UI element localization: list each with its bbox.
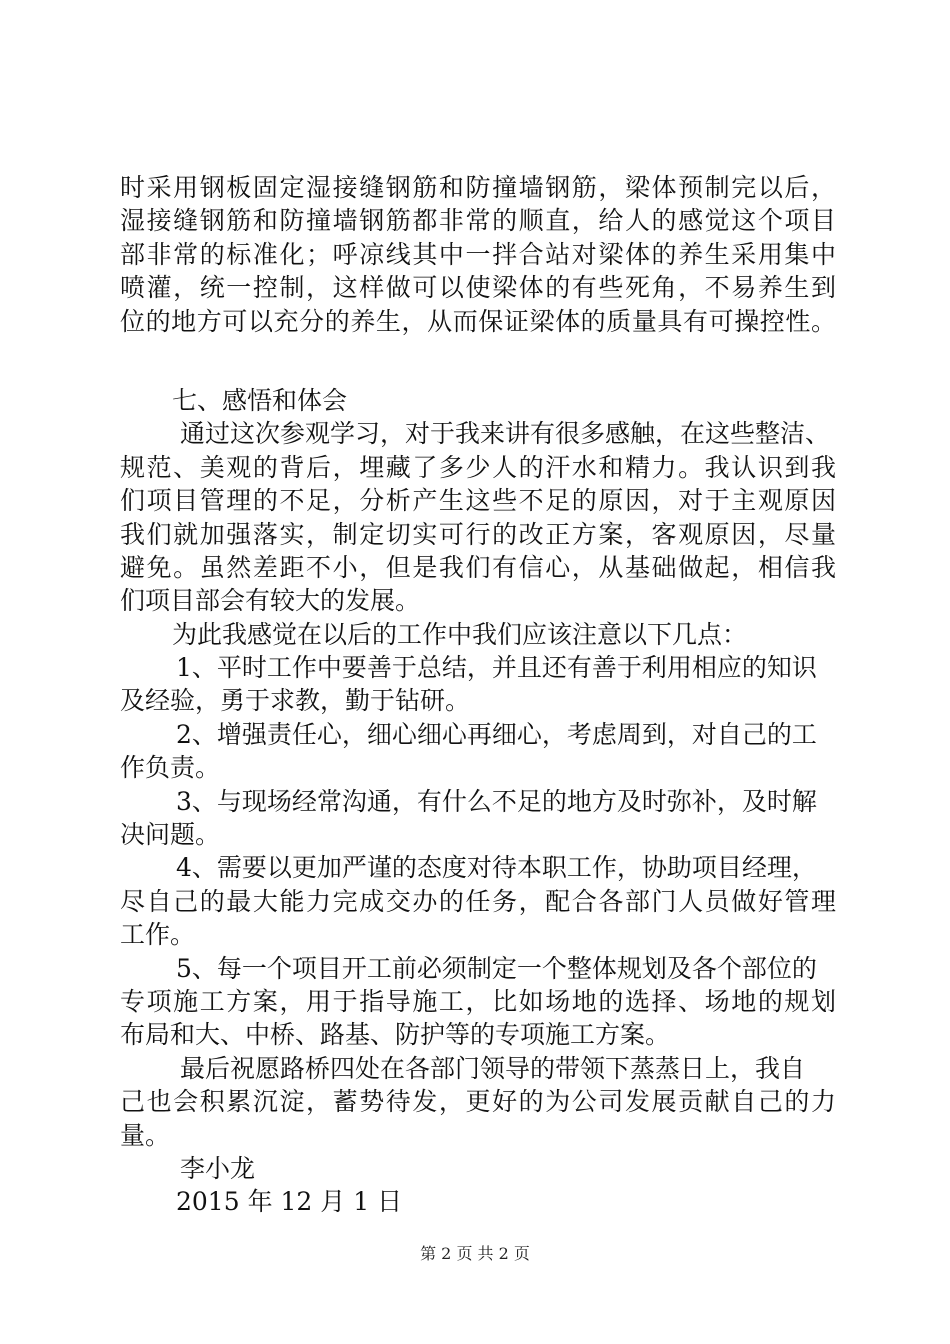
- list-item-line: 3、与现场经常沟通，有什么不足的地方及时弥补，及时解: [176, 786, 817, 816]
- paragraph-line: 我们就加强落实，制定切实可行的改正方案，客观原因，尽量: [120, 519, 836, 549]
- points-intro: 为此我感觉在以后的工作中我们应该注意以下几点：: [172, 619, 748, 649]
- paragraph-line: 部非常的标准化；呼凉线其中一拌合站对梁体的养生采用集中: [120, 239, 836, 269]
- signature-date: 2015 年 12 月 1 日: [176, 1187, 403, 1217]
- paragraph-equipment: [120, 171, 840, 338]
- paragraph-line: 避免。虽然差距不小，但是我们有信心，从基础做起，相信我: [120, 552, 836, 582]
- paragraph-line: 位的地方可以充分的养生，从而保证梁体的质量具有可操控性。: [120, 306, 836, 336]
- list-item-line: 尽自己的最大能力完成交办的任务，配合各部门人员做好管理: [120, 886, 836, 916]
- list-item-line: 1、平时工作中要善于总结，并且还有善于利用相应的知识: [176, 653, 817, 683]
- list-item: [120, 785, 840, 852]
- paragraph-line: 们项目管理的不足，分析产生这些不足的原因，对于主观原因: [120, 486, 836, 516]
- section-spacer: [120, 338, 840, 384]
- page-number-footer: 第 2 页 共 2 页: [420, 1244, 530, 1263]
- paragraph-line: 通过这次参观学习，对于我来讲有很多感触，在这些整洁、: [180, 419, 831, 449]
- paragraph-line: 最后祝愿路桥四处在各部门领导的带领下蒸蒸日上，我自: [180, 1053, 806, 1083]
- list-item-line: 决问题。: [120, 820, 221, 850]
- list-item-line: 专项施工方案，用于指导施工，比如场地的选择、场地的规划: [120, 986, 836, 1016]
- paragraph-line: 规范、美观的背后，埋藏了多少人的汗水和精力。我认识到我: [120, 452, 836, 482]
- list-item-line: 4、需要以更加严谨的态度对待本职工作，协助项目经理，: [176, 853, 817, 883]
- paragraph-line: 时采用钢板固定湿接缝钢筋和防撞墙钢筋，梁体预制完以后，: [120, 173, 836, 202]
- list-item-line: 2、增强责任心，细心细心再细心，考虑周到，对自己的工: [176, 719, 817, 749]
- list-item-line: 作负责。: [120, 753, 221, 783]
- paragraph-reflection: [120, 417, 840, 617]
- paragraph-line: 量。: [120, 1120, 171, 1150]
- paragraph-line: 喷灌，统一控制，这样做可以使梁体的有些死角，不易养生到: [120, 273, 836, 303]
- section-heading: 七、感悟和体会: [172, 385, 348, 415]
- list-item: [120, 851, 840, 951]
- signature-name: 李小龙: [180, 1153, 256, 1183]
- paragraph-line: 己也会积累沉淀，蓄势待发，更好的为公司发展贡献自己的力: [120, 1087, 836, 1117]
- list-item: [120, 952, 840, 1052]
- paragraph-line: 们项目部会有较大的发展。: [120, 586, 421, 616]
- list-item: [120, 651, 840, 718]
- paragraph-closing: [120, 1052, 840, 1152]
- list-item-line: 及经验，勇于求教，勤于钻研。: [120, 686, 471, 716]
- list-item-line: 布局和大、中桥、路基、防护等的专项施工方案。: [120, 1020, 671, 1050]
- list-item: [120, 718, 840, 785]
- list-item-line: 5、每一个项目开工前必须制定一个整体规划及各个部位的: [176, 953, 817, 983]
- list-item-line: 工作。: [120, 920, 196, 950]
- paragraph-line: 湿接缝钢筋和防撞墙钢筋都非常的顺直，给人的感觉这个项目: [120, 206, 836, 236]
- document-body: [120, 171, 840, 1219]
